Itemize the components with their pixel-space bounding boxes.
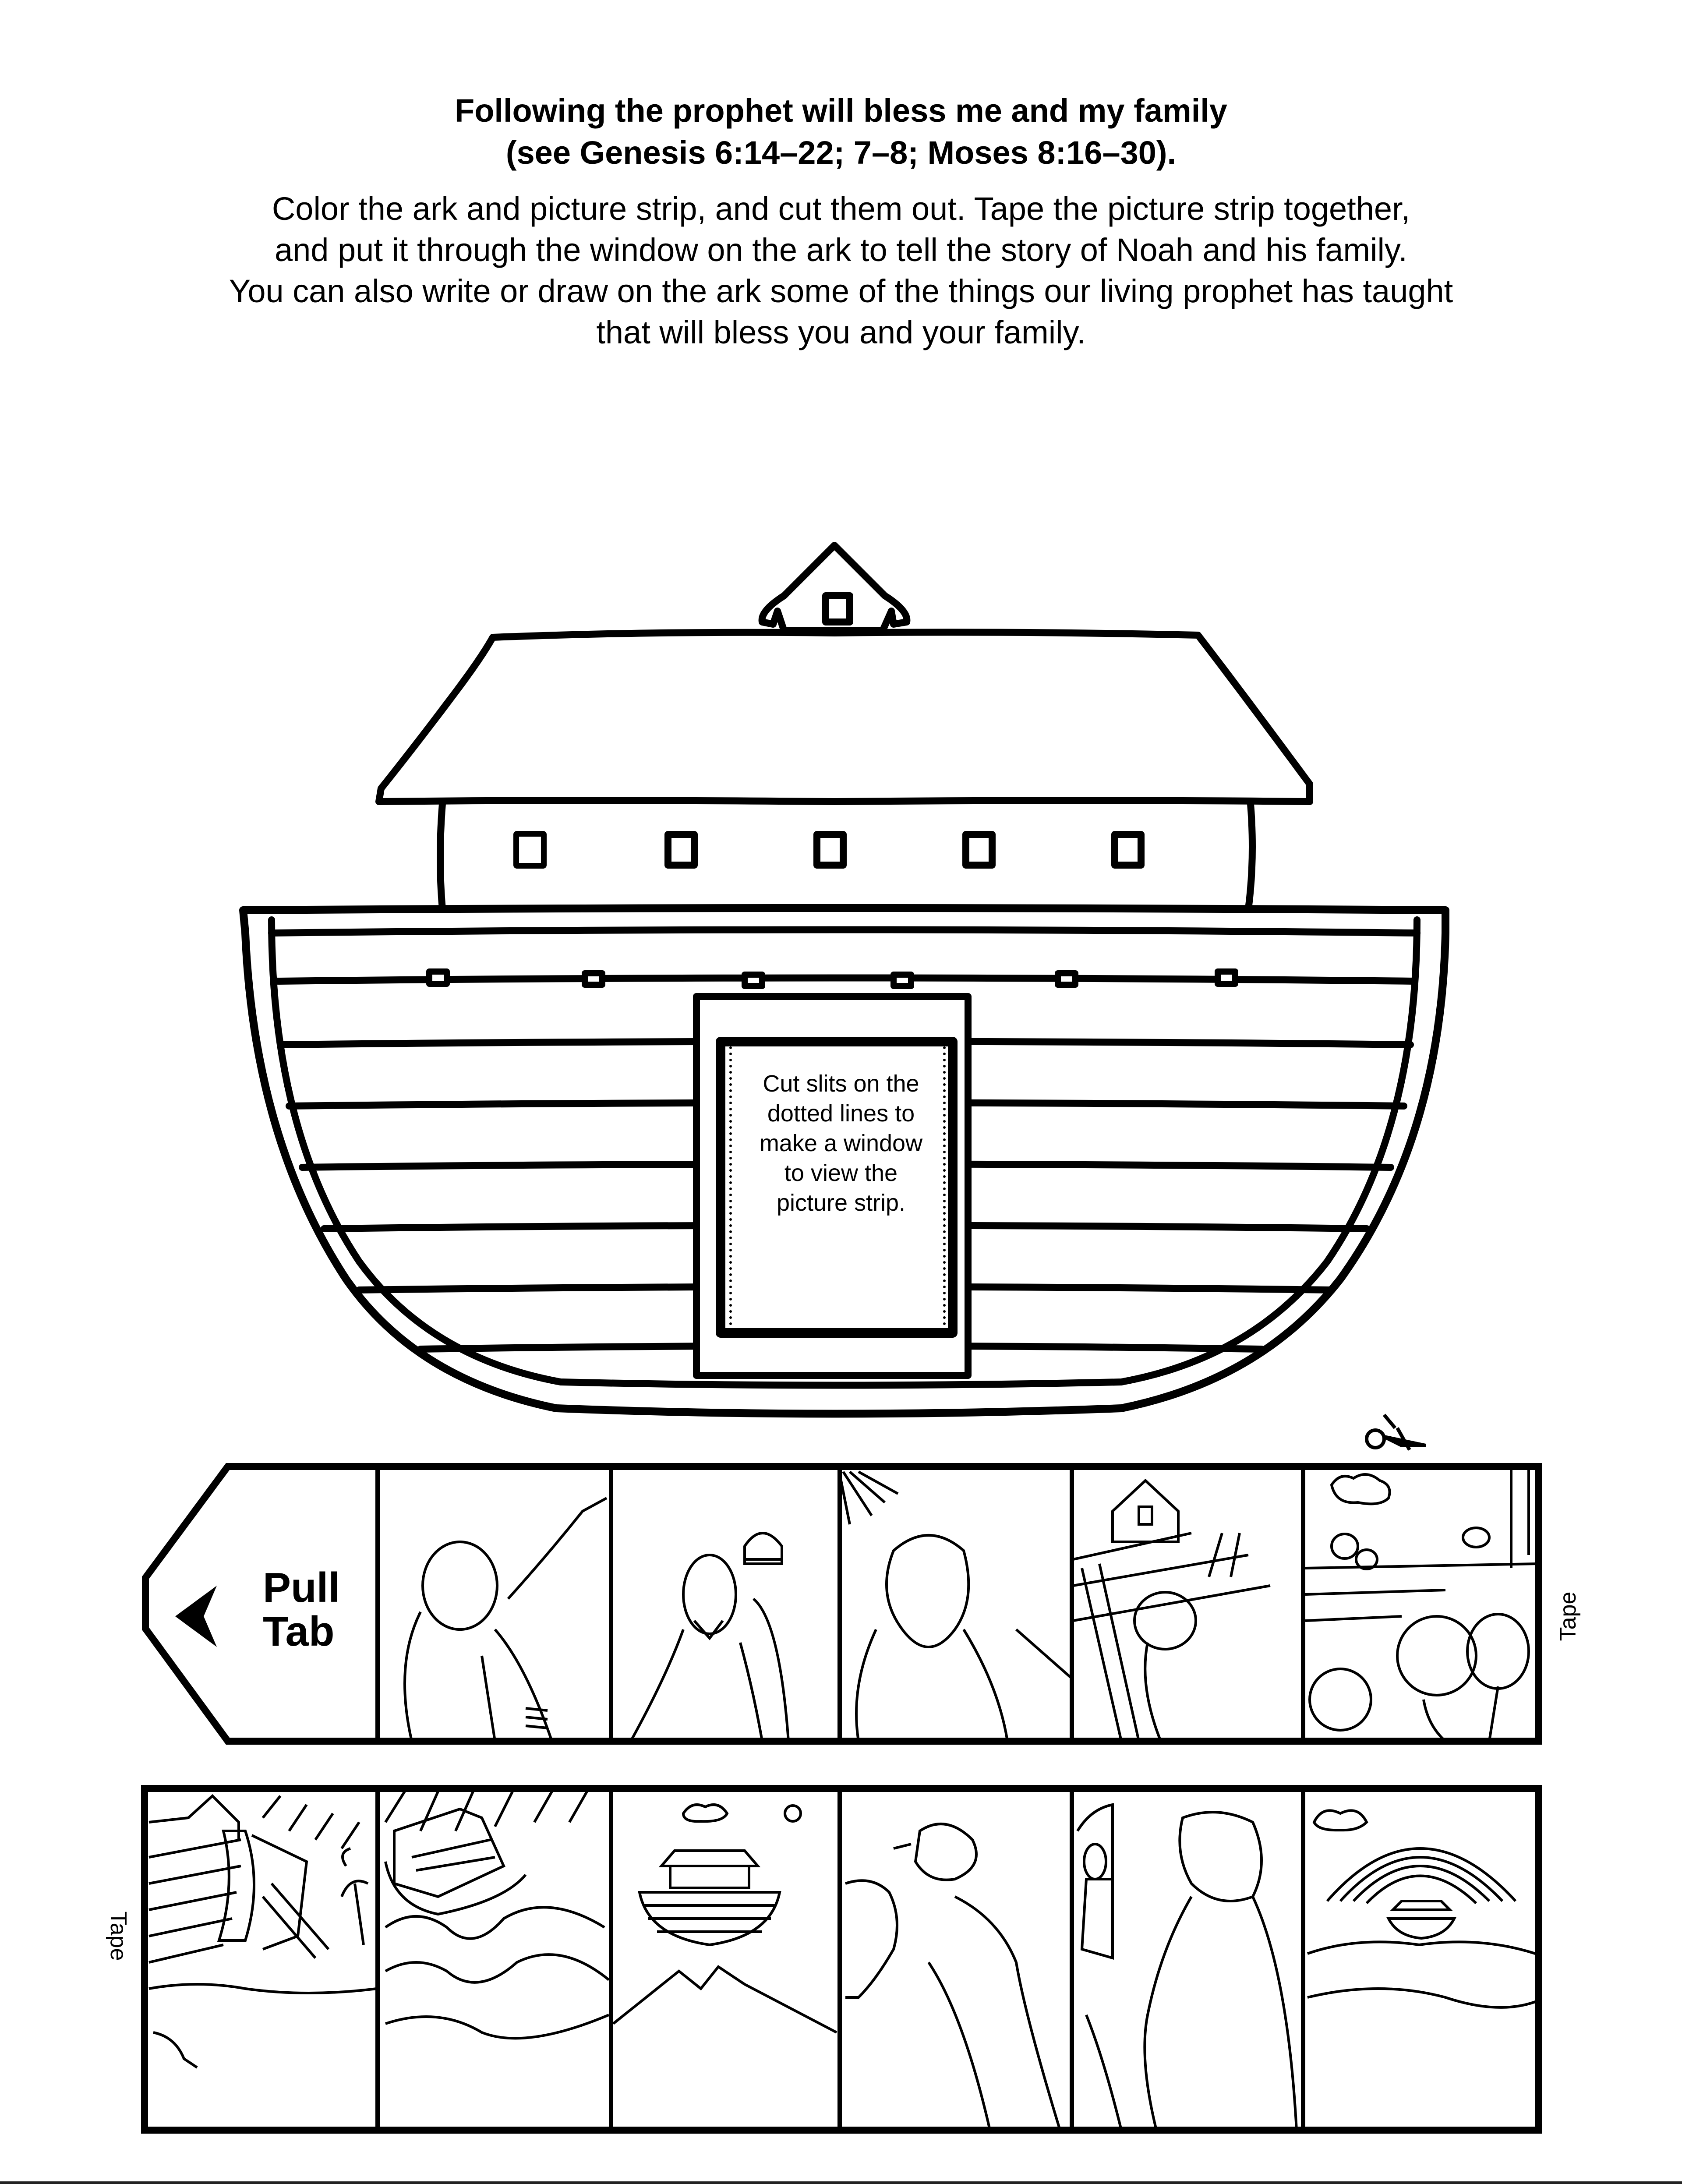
window-instruction-line-4: to view the [784,1160,898,1186]
pull-tab-line-2: Tab [263,1608,335,1655]
pull-tab-line-1: Pull [263,1564,340,1611]
title-line-2: (see Genesis 6:14–22; 7–8; Moses 8:16–30). [505,134,1177,171]
page-bottom-rule [0,2181,1682,2184]
picture-strip-top [145,1415,1538,1741]
ark-roof [379,632,1310,802]
scissors-icon [1367,1415,1426,1450]
picture-strip-bottom [145,1787,1538,2130]
title-line-1: Following the prophet will bless me and my family [455,92,1227,129]
window-instruction-line-1: Cut slits on the [763,1071,919,1097]
pull-tab-label [263,1566,340,1654]
window-instruction-line-2: dotted lines to [767,1100,915,1127]
window-instruction-line-5: picture strip. [776,1190,906,1216]
ark-window-instructions [727,1069,955,1218]
window-instruction-line-3: make a window [759,1130,923,1156]
instruction-line-3: You can also write or draw on the ark some of the things our living prophet has taught [229,273,1453,309]
ark-deck-rail [272,930,1417,933]
tape-label-bottom-strip: Tape [106,1911,131,1961]
instruction-line-4: that will bless you and your family. [596,314,1086,350]
instruction-line-1: Color the ark and picture strip, and cut them out. Tape the picture strip together, [272,191,1410,227]
tape-label-top-strip: Tape [1555,1591,1581,1641]
instruction-line-2: and put it through the window on the ark to tell the story of Noah and his family. [275,232,1407,268]
ark-cabin-windows [517,834,1141,865]
ark-dormer [762,545,907,631]
